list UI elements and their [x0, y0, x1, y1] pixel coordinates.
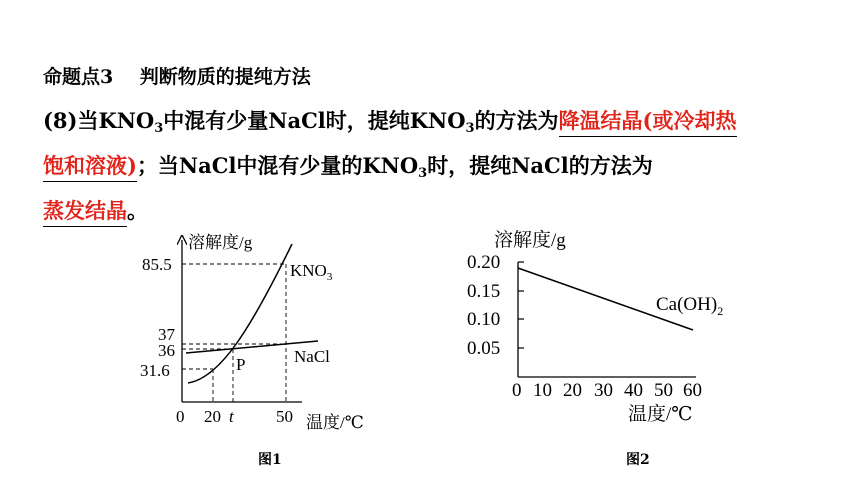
fig2-xtick: 10	[533, 380, 552, 401]
question-text: 时，提纯NaCl的方法为	[427, 153, 653, 178]
caoh2-label: $Ca(OH)_2$	[656, 294, 724, 318]
answer-1-part-a: 降温结晶(或冷却热	[559, 105, 737, 137]
kno3-label: $KNO_3$	[290, 261, 333, 283]
fig2-ytick: 0.05	[467, 338, 501, 359]
fig2-ytick: 0.10	[467, 309, 501, 330]
figure2-chart	[467, 229, 723, 425]
fig1-xlabel: 温度/℃	[306, 413, 364, 432]
fig1-xtick: 20	[204, 407, 221, 426]
subscript: 3	[418, 166, 428, 181]
point-p-label: P	[236, 355, 246, 374]
fig1-xtick: 50	[276, 407, 293, 426]
fig1-ylabel: 溶解度/g	[188, 233, 253, 252]
fig1-xtick: 0	[176, 407, 185, 426]
question-text: ；当NaCl中混有少量的KNO	[136, 153, 419, 178]
question-text: 当KNO	[77, 108, 155, 133]
figure1-chart	[140, 233, 364, 432]
fig1-ytick: 85.5	[142, 255, 172, 274]
fig1-ytick: 37	[158, 325, 175, 344]
question-text: 。	[127, 198, 148, 223]
figure2-caption: 图2	[626, 452, 650, 468]
fig2-xtick: 50	[654, 380, 673, 401]
heading-label: 命题点3	[43, 66, 114, 88]
subscript: 3	[154, 121, 164, 136]
question-text: 的方法为	[474, 108, 559, 133]
fig1-xtick: t	[229, 407, 234, 426]
fig2-ytick: 0.15	[467, 281, 501, 302]
fig2-xtick: 0	[512, 380, 522, 401]
question-number: (8)	[43, 108, 78, 133]
fig1-ytick: 31.6	[140, 361, 170, 380]
nacl-label: NaCl	[294, 347, 330, 366]
answer-1-part-b: 饱和溶液)	[43, 150, 137, 182]
subscript: 3	[465, 121, 475, 136]
fig2-xlabel: 温度/℃	[628, 404, 693, 425]
fig2-xtick: 40	[624, 380, 643, 401]
fig2-ylabel: 溶解度/g	[494, 230, 566, 251]
fig2-xtick: 30	[594, 380, 613, 401]
fig2-xtick: 20	[563, 380, 582, 401]
answer-2: 蒸发结晶	[43, 195, 127, 227]
heading-title: 判断物质的提纯方法	[139, 66, 311, 88]
fig1-ytick: 36	[158, 341, 175, 360]
question-text: 中混有少量NaCl时，提纯KNO	[163, 108, 466, 133]
fig2-xtick: 60	[683, 380, 702, 401]
fig2-ytick: 0.20	[467, 252, 501, 273]
figure1-caption: 图1	[258, 452, 282, 468]
